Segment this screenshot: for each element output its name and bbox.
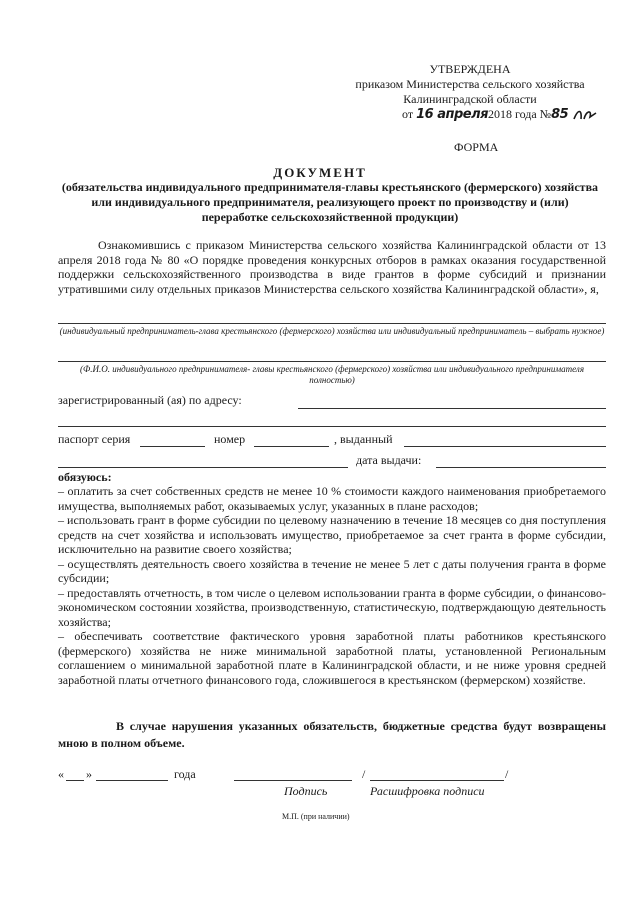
sign-date-close: » (86, 767, 92, 781)
decode-slash-close: / (505, 767, 509, 781)
approved-region-line: Калининградской области (403, 92, 537, 106)
date-prefix: от (402, 107, 414, 121)
passport-number-label: номер (214, 432, 246, 446)
obligation-item: – предоставлять отчетность, в том числе о целевом использовании гранта в форме субсидии, о финансово-экономическом состоянии хозяйства, производственную, статистическую, подтверждающую деятельность хозяйства; (58, 585, 606, 629)
warning-paragraph: В случае нарушения указанных обязательств, бюджетные средства будут возвращены мною в полном объеме. (58, 719, 606, 750)
passport-series-field[interactable] (140, 446, 205, 447)
obligation-item: – оплатить за счет собственных средств не менее 10 % стоимости каждого наименования приобретаемого имущества, выполняемых работ, оказываемых услуг, указанных в плане расходов; (58, 484, 606, 513)
decode-caption: Расшифровка подписи (370, 784, 485, 798)
passport-issued-label: , выданный (334, 432, 393, 446)
passport-number-field[interactable] (254, 446, 329, 447)
obligations-list (58, 484, 606, 687)
passport-date-field[interactable] (436, 467, 606, 468)
handwritten-date: 16 апреля (416, 107, 488, 122)
document-title: ДОКУМЕНТ (273, 165, 367, 180)
address-line[interactable] (298, 408, 606, 409)
sign-month-field[interactable] (96, 780, 168, 781)
passport-issued-field[interactable] (404, 446, 606, 447)
entrepreneur-type-caption: (индивидуальный предприниматель-глава крестьянского (фермерского) хозяйства или индивидуальный предприниматель – выбрать нужное) (59, 326, 605, 336)
passport-date-label: дата выдачи: (356, 453, 422, 467)
approved-heading: УТВЕРЖДЕНА (429, 62, 511, 76)
intro-paragraph: Ознакомившись с приказом Министерства сельского хозяйства Калининградской области от 13 апреля 2018 года № 80 «О порядке проведения конкурсных отборов в рамках оказания государственной поддержки сельскохозяйственного производства в виде грантов в форме субсидий и признании утратившими силу отдельных приказов Министерства сельского хозяйства Калининградской области», я, (58, 238, 606, 296)
obligations-header: обязуюсь: (58, 470, 112, 484)
passport-issued-field-2[interactable] (58, 467, 348, 468)
stamp-place-label: М.П. (при наличии) (282, 812, 350, 821)
obligation-item: – использовать грант в форме субсидии по целевому назначению в течение 18 месяцев со дня поступления средств на счет хозяйства и использовать имущество, приобретаемое за счет гранта в форме субсидии, исключительно на развитие своего хозяйства; (58, 513, 606, 556)
fio-caption: (Ф.И.О. индивидуального предпринимателя- главы крестьянского (фермерского) хозяйства или индивидуального предпринимателя полностью) (79, 364, 585, 385)
sign-day-field[interactable] (66, 780, 84, 781)
passport-series-label: паспорт серия (58, 432, 131, 446)
decode-field[interactable] (370, 780, 504, 781)
signature-caption: Подпись (284, 784, 328, 798)
entrepreneur-type-line[interactable] (58, 323, 606, 324)
obligation-item: – осуществлять деятельность своего хозяйства в течение не менее 5 лет с даты получения гранта в форме субсидии; (58, 556, 606, 585)
handwritten-number: 85 (551, 107, 569, 122)
address-line-2[interactable] (58, 426, 606, 427)
approved-order-line: приказом Министерства сельского хозяйства (355, 77, 585, 91)
obligation-item: – обеспечивать соответствие фактического уровня заработной платы работников крестьянского (фермерского) хозяйства не ниже минимальной заработной платы, установленной Региональным соглашением о минимальной заработной плате в Калининградской области, и не ниже уровня средней заработной платы отчетного финансового года, сложившегося в крестьянском (фермерском) хозяйстве. (58, 629, 606, 687)
form-label: ФОРМА (454, 140, 499, 154)
decode-slash-open: / (362, 767, 366, 781)
signature-field[interactable] (234, 780, 352, 781)
date-year: 2018 года № (487, 107, 552, 121)
sign-year-label: года (174, 767, 196, 781)
approval-block (330, 62, 610, 122)
registered-address-label: зарегистрированный (ая) по адресу: (58, 393, 242, 407)
approved-date-line (330, 107, 610, 122)
sign-date-open: « (58, 767, 64, 781)
fio-line[interactable] (58, 361, 606, 362)
document-subtitle: (обязательства индивидуального предпринимателя-главы крестьянского (фермерского) хозяйства или индивидуального предпринимателя, реализующего проект по производству и (или) переработке сельскохозяйственной продукции) (61, 180, 599, 224)
handwritten-mark-icon (572, 107, 600, 123)
